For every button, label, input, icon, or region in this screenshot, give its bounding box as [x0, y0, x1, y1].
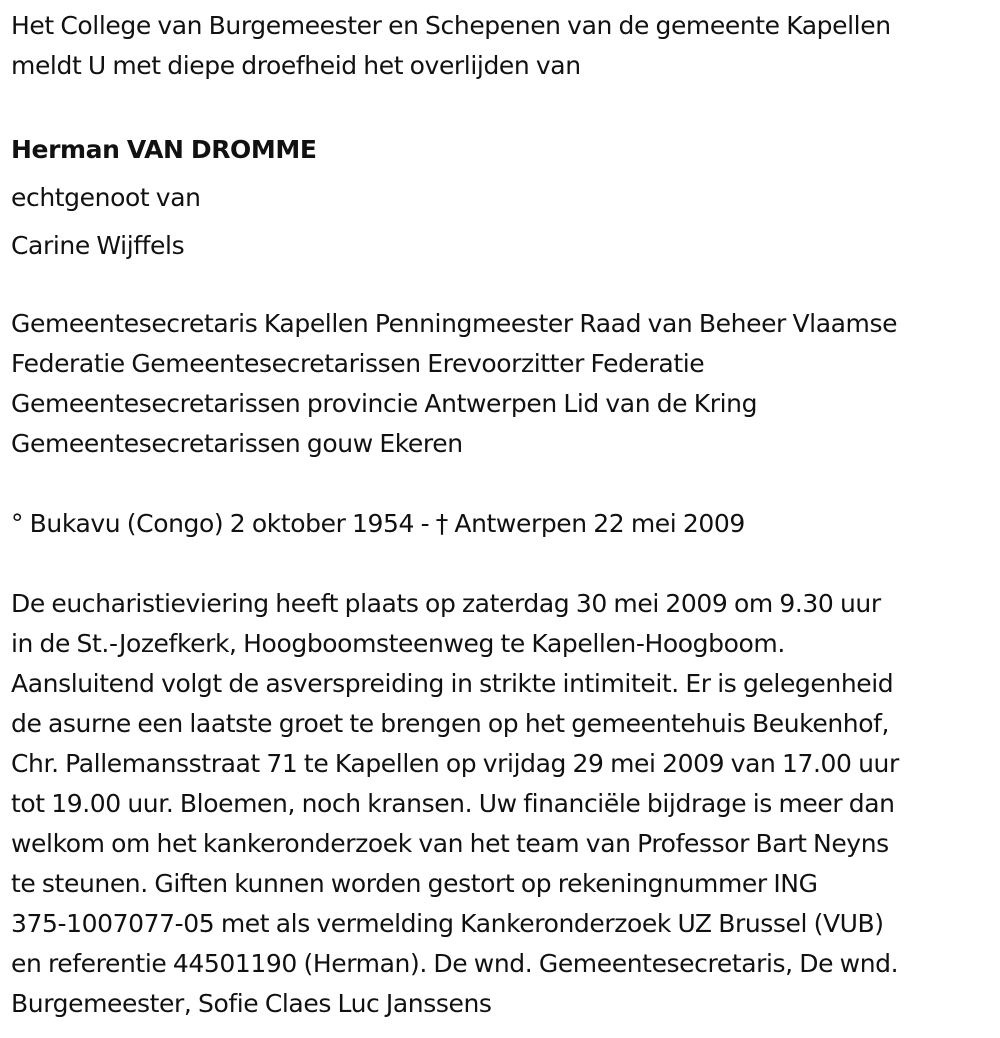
titles-line: Federatie Gemeentesecretarissen Erevoorzitter Federatie: [11, 349, 705, 378]
relation-text: echtgenoot van: [11, 183, 201, 212]
spacer: [11, 270, 996, 304]
details-line: Aansluitend volgt de asverspreiding in strikte intimiteit. Er is gelegenheid: [11, 669, 894, 698]
titles-line: Gemeentesecretarissen gouw Ekeren: [11, 429, 463, 458]
birth-death-dates: ° Bukavu (Congo) 2 oktober 1954 - † Antwerpen 22 mei 2009: [11, 509, 745, 538]
titles-line: Gemeentesecretaris Kapellen Penningmeester Raad van Beheer Vlaamse: [11, 309, 898, 338]
spacer: [11, 86, 996, 126]
details-line: tot 19.00 uur. Bloemen, noch kransen. Uw financiële bijdrage is meer dan: [11, 789, 895, 818]
spacer: [11, 544, 996, 584]
details-paragraph: [11, 584, 996, 1024]
titles-paragraph: [11, 304, 996, 464]
details-line: De eucharistieviering heeft plaats op zaterdag 30 mei 2009 om 9.30 uur: [11, 589, 881, 618]
details-line: 375-1007077-05 met als vermelding Kankeronderzoek UZ Brussel (VUB): [11, 909, 884, 938]
details-line: in de St.-Jozefkerk, Hoogboomsteenweg te Kapellen-Hoogboom.: [11, 629, 785, 658]
intro-paragraph: [11, 6, 996, 86]
details-line: de asurne een laatste groet te brengen op het gemeentehuis Beukenhof,: [11, 709, 890, 738]
details-line: te steunen. Giften kunnen worden gestort op rekeningnummer ING: [11, 869, 818, 898]
titles-line: Gemeentesecretarissen provincie Antwerpen Lid van de Kring: [11, 389, 758, 418]
details-line: en referentie 44501190 (Herman). De wnd. Gemeentesecretaris, De wnd.: [11, 949, 899, 978]
intro-line: meldt U met diepe droefheid het overlijden van: [11, 51, 581, 80]
details-line: Chr. Pallemansstraat 71 te Kapellen op vrijdag 29 mei 2009 van 17.00 uur: [11, 749, 899, 778]
deceased-name: Herman VAN DROMME: [11, 135, 317, 164]
spacer: [11, 464, 996, 504]
details-line: welkom om het kankeronderzoek van het team van Professor Bart Neyns: [11, 829, 889, 858]
intro-line: Het College van Burgemeester en Schepenen van de gemeente Kapellen: [11, 11, 891, 40]
details-line: Burgemeester, Sofie Claes Luc Janssens: [11, 989, 492, 1018]
obituary-document: [11, 6, 996, 1024]
spouse-name: Carine Wijffels: [11, 231, 185, 260]
